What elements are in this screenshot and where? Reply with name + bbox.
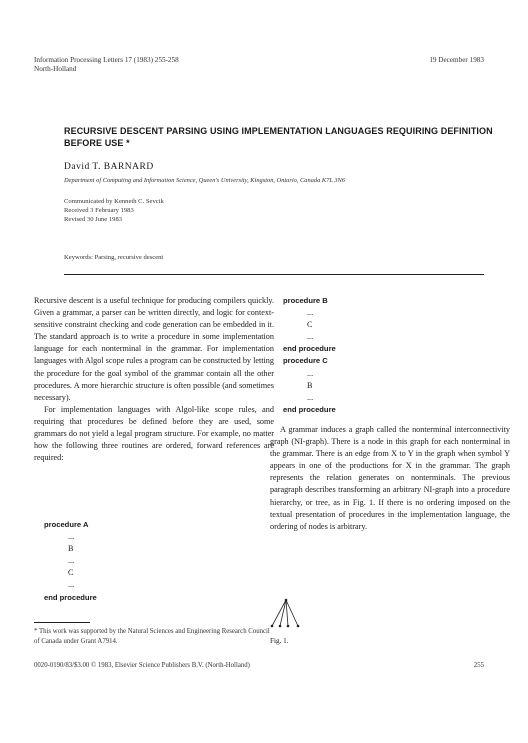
code-keyword: end procedure bbox=[283, 404, 336, 414]
code-line: B bbox=[307, 380, 313, 390]
code-line: ... bbox=[68, 580, 75, 590]
author-affiliation: Department of Computing and Information Science, Queen's University, Kingston, Ontario, Canada K7L 3N6 bbox=[64, 177, 346, 184]
paragraph: Recursive descent is a useful technique for producing compilers quickly. Given a grammar, a parser can be written directly, and logic for context-sensitive constraint checking and code generation can be embedded in it. The standard approach is to write a procedure in some implementation language for each nonterminal in the grammar. For implementation languages with Algol scope rules a program can be constructed by letting the procedure for the goal symbol of the grammar contain all the other procedures. A more hierarchic structure is often possible (and sometimes necessary). bbox=[34, 296, 274, 402]
code-line: C bbox=[68, 568, 74, 578]
revised-date: Revised 30 June 1983 bbox=[64, 216, 123, 223]
journal-citation: Information Processing Letters 17 (1983) 255-258 bbox=[34, 56, 179, 64]
footnote-divider bbox=[34, 622, 90, 623]
figure-1-tree-diagram bbox=[268, 594, 308, 634]
code-line: ... bbox=[307, 368, 314, 378]
keywords: Keywords: Parsing, recursive descent bbox=[64, 254, 164, 261]
figure-caption: Fig. 1. bbox=[270, 637, 289, 645]
code-keyword: procedure B bbox=[283, 296, 328, 305]
article-title: RECURSIVE DESCENT PARSING USING IMPLEMENTATION LANGUAGES REQUIRING DEFINITION BEFORE USE * bbox=[64, 126, 493, 148]
code-keyword: end procedure bbox=[44, 592, 97, 602]
tree-node bbox=[297, 625, 300, 628]
code-procedures-b-c bbox=[283, 295, 336, 416]
code-line: ... bbox=[68, 532, 75, 542]
issue-date: 19 December 1983 bbox=[429, 56, 484, 64]
code-keyword: procedure A bbox=[44, 520, 89, 529]
code-keyword: end procedure bbox=[283, 344, 336, 354]
author-name: David T. BARNARD bbox=[64, 162, 154, 172]
header-divider bbox=[64, 274, 484, 275]
code-keyword: procedure C bbox=[283, 356, 328, 366]
publisher-name: North-Holland bbox=[34, 65, 77, 73]
paragraph: For implementation languages with Algol-like scope rules, and requiring that procedures be defined before they are used, some grammars do not yield a legal program structure. For example, no matter how the following three routines are ordered, forward references are required: bbox=[34, 404, 274, 463]
tree-edge bbox=[272, 600, 286, 626]
page-number: 255 bbox=[473, 662, 484, 669]
editorial-info bbox=[64, 197, 164, 224]
code-line: ... bbox=[307, 308, 314, 318]
tree-node bbox=[285, 599, 288, 602]
code-procedure-a bbox=[44, 519, 97, 604]
code-line: ... bbox=[307, 392, 314, 402]
communicated-by: Communicated by Kenneth C. Sevcik bbox=[64, 198, 164, 205]
tree-node bbox=[287, 625, 290, 628]
tree-edge bbox=[280, 600, 286, 626]
received-date: Received 3 February 1983 bbox=[64, 207, 134, 214]
left-column bbox=[34, 295, 274, 464]
code-line: ... bbox=[307, 332, 314, 342]
code-line: ... bbox=[68, 556, 75, 566]
footnote: * This work was supported by the Natural Sciences and Engineering Research Council of Canada under Grant A7914. bbox=[34, 628, 270, 645]
tree-node bbox=[279, 625, 282, 628]
journal-header bbox=[34, 56, 179, 74]
paragraph: A grammar induces a graph called the nonterminal interconnectivity graph (NI-graph). There is a node in this graph for each nonterminal in the grammar. There is an edge from X to Y in the graph when symbol Y appears in one of the productions for X in the grammar. The graph represents the relation generates on nonterminals. The previous paragraph describes transforming an arbitrary NI-graph into a procedure hierarchy, or tree, as in Fig. 1. If there is no ordering imposed on the textual presentation of procedures in the implementation language, the ordering of nodes is arbitrary. bbox=[270, 425, 510, 531]
tree-node bbox=[271, 625, 274, 628]
right-column bbox=[270, 424, 510, 533]
code-line: B bbox=[68, 544, 74, 554]
copyright-line: 0020-0190/83/$3.00 © 1983, Elsevier Science Publishers B.V. (North-Holland) bbox=[34, 662, 250, 669]
code-line: C bbox=[307, 320, 313, 330]
